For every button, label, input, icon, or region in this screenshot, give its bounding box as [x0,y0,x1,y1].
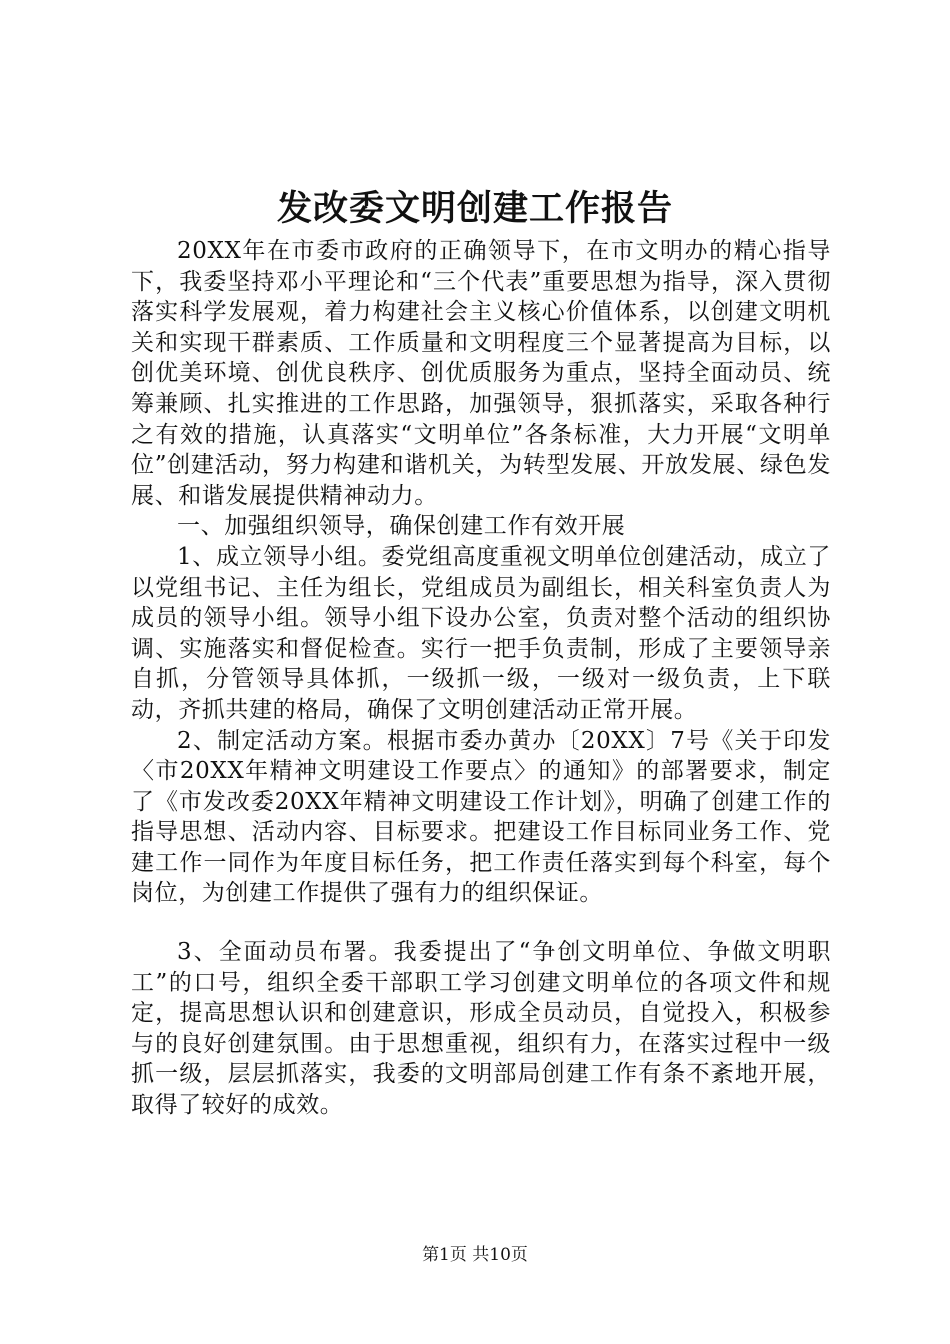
page-number: 第1页 共10页 [422,1245,528,1265]
item-1-paragraph: 1、成立领导小组。委党组高度重视文明单位创建活动，成立了以党组书记、主任为组长，党组成员为副组长，相关科室负责人为成员的领导小组。领导小组下设办公室，负责对整个活动的组织协调、实施落实和督促检查。实行一把手负责制，形成了主要领导亲自抓，分管领导具体抓，一级抓一级，一级对一级负责，上下联动，齐抓共建的格局，确保了文明创建活动正常开展。 [131,543,831,723]
document-body [131,236,831,1121]
document-title: 发改委文明创建工作报告 [276,188,673,229]
item-2-paragraph: 2、制定活动方案。根据市委办黄办〔20XX〕7号《关于印发〈市20XX年精神文明建设工作要点〉的通知》的部署要求，制定了《市发改委20XX年精神文明建设工作计划》，明确了创建工作的指导思想、活动内容、目标要求。把建设工作目标同业务工作、党建工作一同作为年度目标任务，把工作责任落实到每个科室，每个岗位，为创建工作提供了强有力的组织保证。 [131,727,831,907]
section-heading: 一、加强组织领导，确保创建工作有效开展 [177,513,626,540]
item-3-paragraph: 3、全面动员布署。我委提出了“争创文明单位、争做文明职工”的口号，组织全委干部职工学习创建文明单位的各项文件和规定，提高思想认识和创建意识，形成全员动员，自觉投入，积极参与的良好创建氛围。由于思想重视，组织有力，在落实过程中一级抓一级，层层抓落实，我委的文明部局创建工作有条不紊地开展，取得了较好的成效。 [131,939,831,1119]
intro-paragraph: 20XX年在市委市政府的正确领导下，在市文明办的精心指导下，我委坚持邓小平理论和“三个代表”重要思想为指导，深入贯彻落实科学发展观，着力构建社会主义核心价值体系，以创建文明机关和实现干群素质、工作质量和文明程度三个显著提高为目标，以创优美环境、创优良秩序、创优质服务为重点，坚持全面动员、统筹兼顾、扎实推进的工作思路，加强领导，狠抓落实，采取各种行之有效的措施，认真落实“文明单位”各条标准，大力开展“文明单位”创建活动，努力构建和谐机关，为转型发展、开放发展、绿色发展、和谐发展提供精神动力。 [131,238,831,509]
